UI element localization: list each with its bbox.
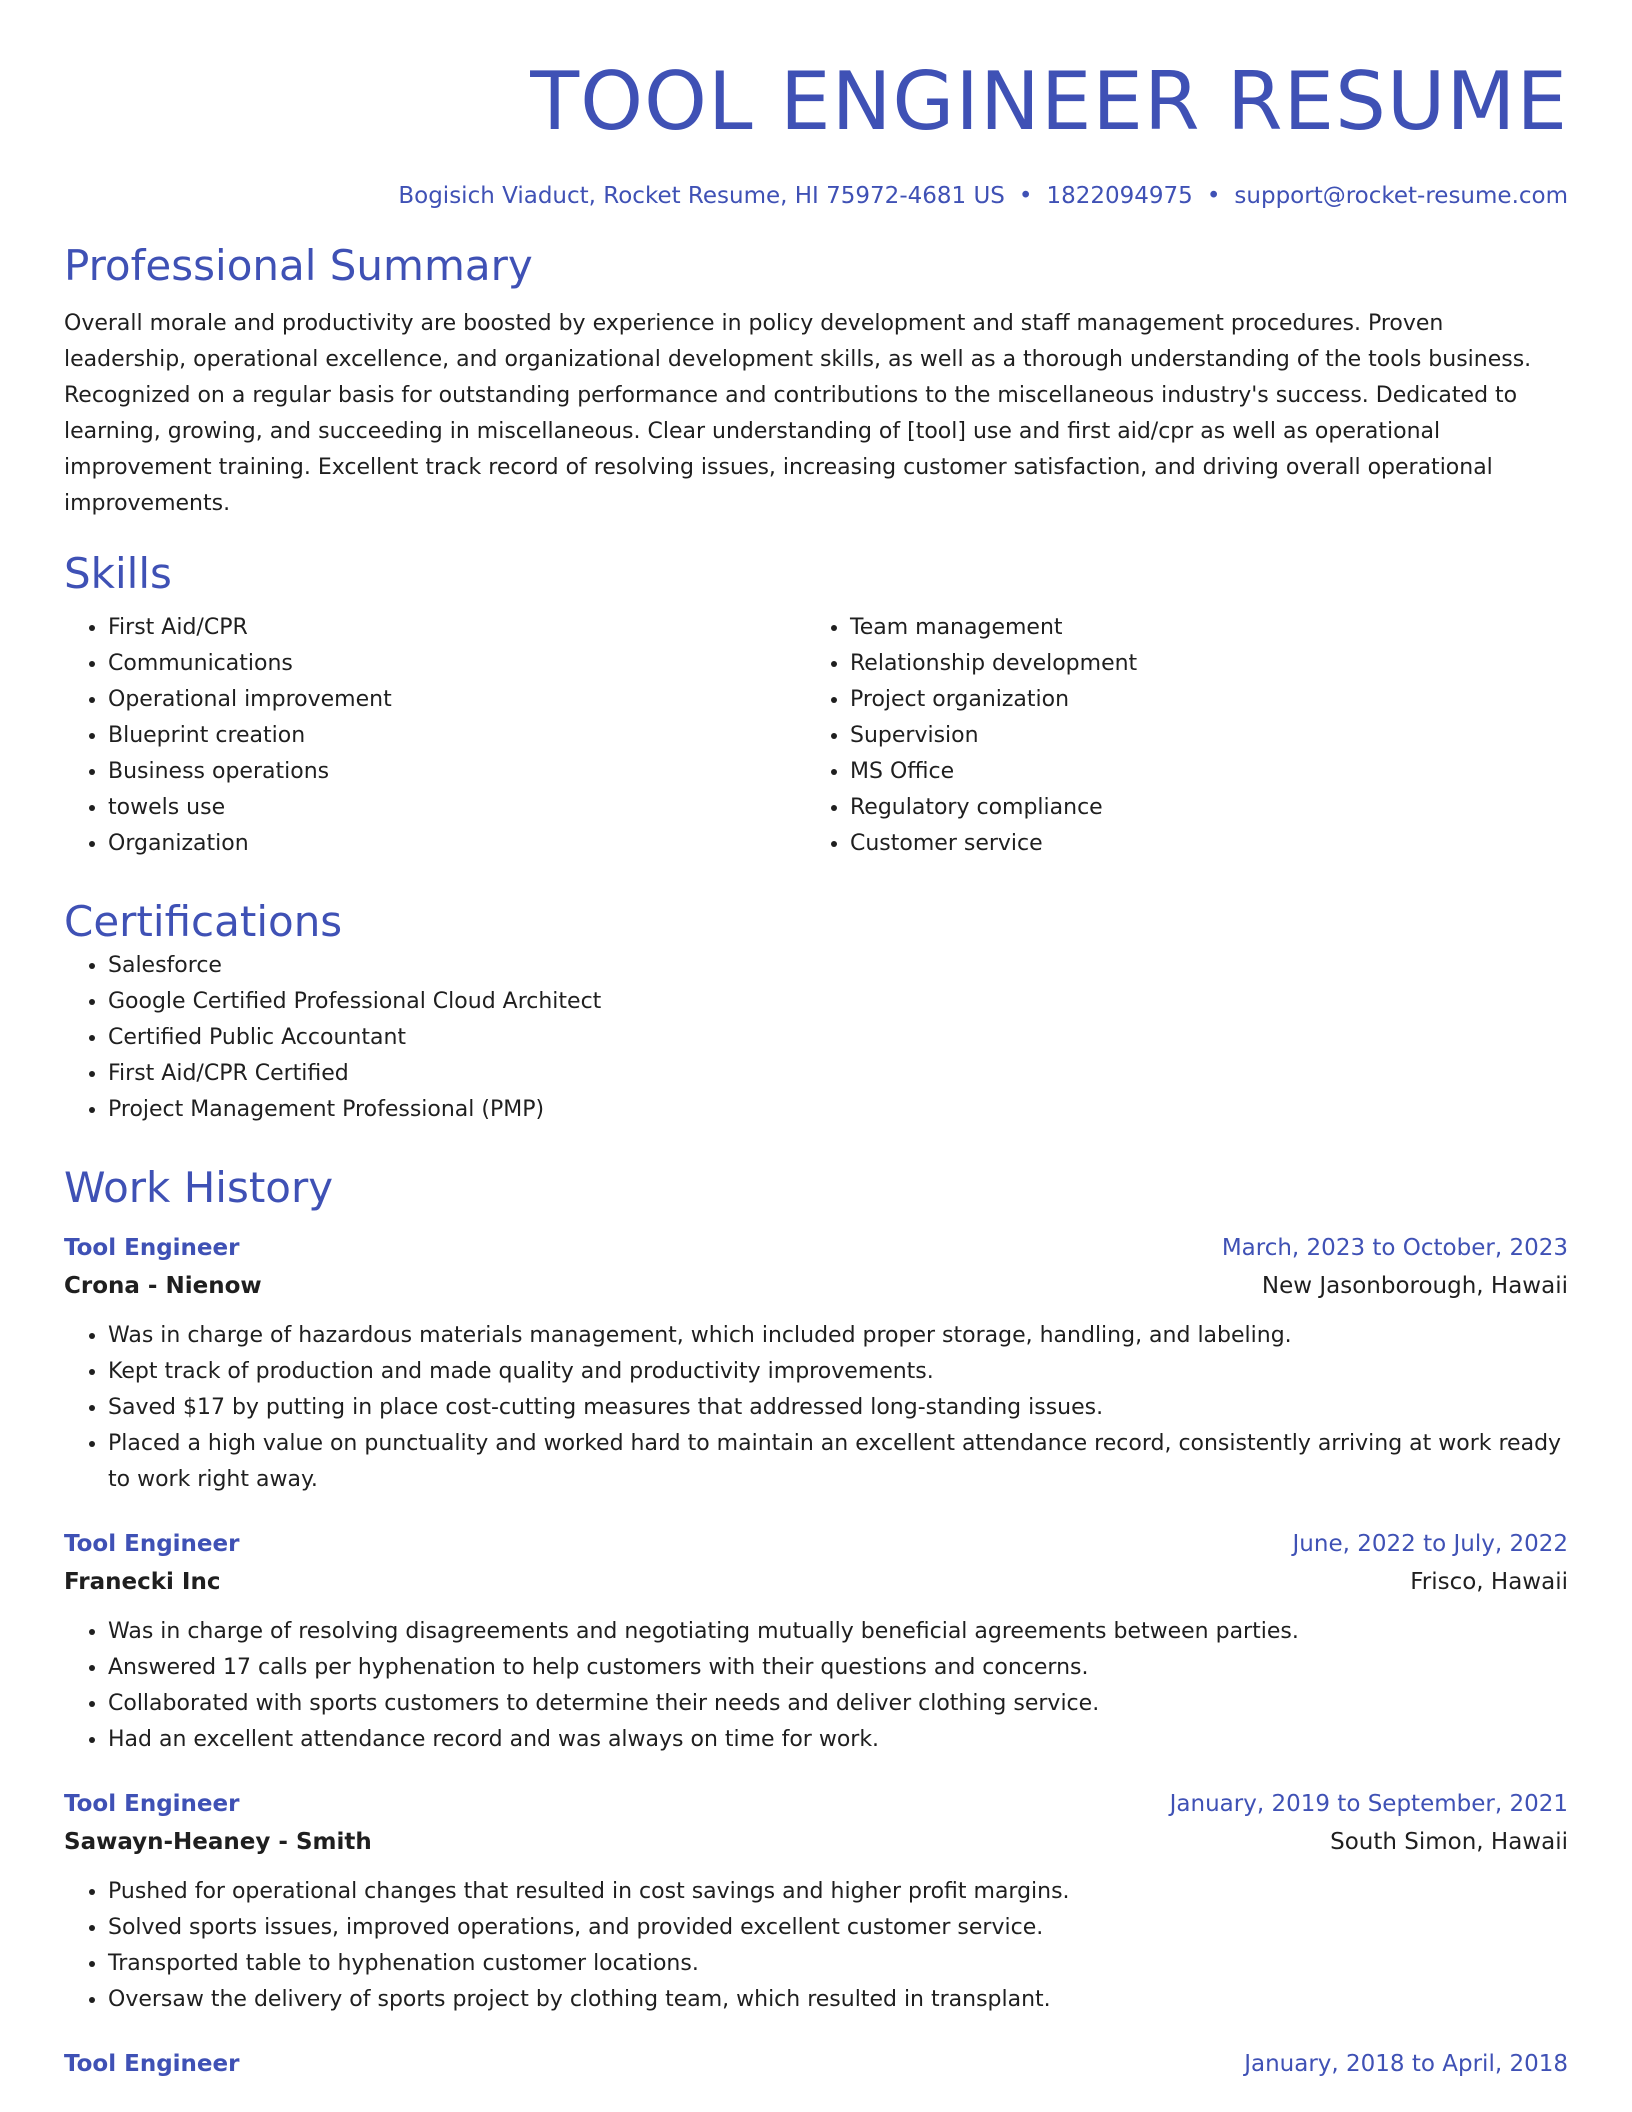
skill-item: • Regulatory compliance [850,790,1548,826]
job-bullet: • Pushed for operational changes that resulted in cost savings and higher profit margins. [108,1874,1568,1910]
job-bullet: • Was in charge of resolving disagreements and negotiating mutually beneficial agreements between parties. [108,1614,1568,1650]
job-entry [64,1526,1568,1758]
skill-item: • Project organization [850,682,1548,718]
contact-separator: • [1206,183,1221,209]
contact-line [64,180,1568,212]
job-dates: March, 2023 to October, 2023 [1221,1235,1568,1261]
certifications-list [64,948,1568,1128]
job-company: Crona - Nienow [64,1273,262,1299]
job-location: South Simon, Hawaii [1330,1829,1568,1855]
skills-heading: Skills [64,549,172,598]
job-bullet: • Transported table to hyphenation customer locations. [108,1946,1568,1982]
job-bullet: • Had an excellent attendance record and was always on time for work. [108,1722,1568,1758]
skill-item: • Team management [850,610,1548,646]
certification-item: • Certified Public Accountant [108,1020,1568,1056]
job-entry [64,1230,1568,1498]
skills-column-right [806,610,1548,862]
skill-item: • Blueprint creation [108,718,806,754]
certification-item: • Project Management Professional (PMP) [108,1092,1568,1128]
contact-address: Bogisich Viaduct, Rocket Resume, HI 75972-4681 US [398,183,1005,209]
job-bullets [64,1614,1568,1758]
job-bullet: • Answered 17 calls per hyphenation to help customers with their questions and concerns. [108,1650,1568,1686]
job-bullet: • Saved $17 by putting in place cost-cutting measures that addressed long-standing issues. [108,1390,1568,1426]
skill-item: • Relationship development [850,646,1548,682]
job-company-row [64,1266,1568,1306]
skill-item: • First Aid/CPR [108,610,806,646]
job-company: Franecki Inc [64,1569,221,1595]
job-bullet: • Placed a high value on punctuality and worked hard to maintain an excellent attendance record, consistently arriving at work ready to work right away. [108,1426,1568,1498]
job-header-row [64,2046,1568,2082]
job-header-row [64,1786,1568,1822]
skill-item: • Operational improvement [108,682,806,718]
certification-item: • Salesforce [108,948,1568,984]
job-title: Tool Engineer [64,2051,240,2077]
contact-phone: 1822094975 [1046,183,1193,209]
summary-text: Overall morale and productivity are boosted by experience in policy development and staff management procedures. Proven leadership, operational excellence, and organizational development skills, as well as a thorough understanding of the tools business. Recognized on a regular basis for outstanding performance and contributions to the miscellaneous industry's success. Dedicated to learning, growing, and succeeding in miscellaneous. Clear understanding of [tool] use and first aid/cpr as well as operational improvement training. Excellent track record of resolving issues, increasing customer satisfaction, and driving overall operational improvements. [64,311,1532,516]
job-header-row [64,1230,1568,1266]
skill-item: • Business operations [108,754,806,790]
job-entry [64,2046,1568,2082]
skill-item: • Supervision [850,718,1548,754]
skill-item: • MS Office [850,754,1548,790]
job-bullet: • Oversaw the delivery of sports project by clothing team, which resulted in transplant. [108,1982,1568,2018]
resume-page [64,0,1568,2082]
summary-heading: Professional Summary [64,241,533,290]
job-entry [64,1786,1568,2018]
contact-email: support@rocket-resume.com [1234,183,1568,209]
skills-grid [64,610,1568,862]
job-company-row [64,1822,1568,1862]
job-dates: January, 2019 to September, 2021 [1169,1791,1568,1817]
job-dates: June, 2022 to July, 2022 [1292,1531,1568,1557]
job-dates: January, 2018 to April, 2018 [1244,2051,1568,2077]
skills-column-left [64,610,806,862]
skill-item: • Communications [108,646,806,682]
job-company-row [64,1562,1568,1602]
skills-list-right [806,610,1548,862]
job-bullet: • Kept track of production and made quality and productivity improvements. [108,1354,1568,1390]
job-bullets [64,1318,1568,1498]
job-company: Sawayn-Heaney - Smith [64,1829,372,1855]
skill-item: • towels use [108,790,806,826]
contact-separator: • [1018,183,1033,209]
work-history-heading: Work History [64,1163,334,1212]
job-bullets [64,1874,1568,2018]
certifications-heading: Certifications [64,897,343,946]
skill-item: • Organization [108,826,806,862]
job-title: Tool Engineer [64,1235,240,1261]
resume-title: TOOL ENGINEER RESUME [530,55,1568,148]
job-header-row [64,1526,1568,1562]
job-bullet: • Collaborated with sports customers to determine their needs and deliver clothing service. [108,1686,1568,1722]
job-bullet: • Was in charge of hazardous materials management, which included proper storage, handling, and labeling. [108,1318,1568,1354]
job-title: Tool Engineer [64,1531,240,1557]
skills-list-left [64,610,806,862]
job-bullet: • Solved sports issues, improved operations, and provided excellent customer service. [108,1910,1568,1946]
certification-item: • First Aid/CPR Certified [108,1056,1568,1092]
certification-item: • Google Certified Professional Cloud Architect [108,984,1568,1020]
job-title: Tool Engineer [64,1791,240,1817]
job-location: New Jasonborough, Hawaii [1261,1273,1568,1299]
skill-item: • Customer service [850,826,1548,862]
job-location: Frisco, Hawaii [1410,1569,1568,1595]
